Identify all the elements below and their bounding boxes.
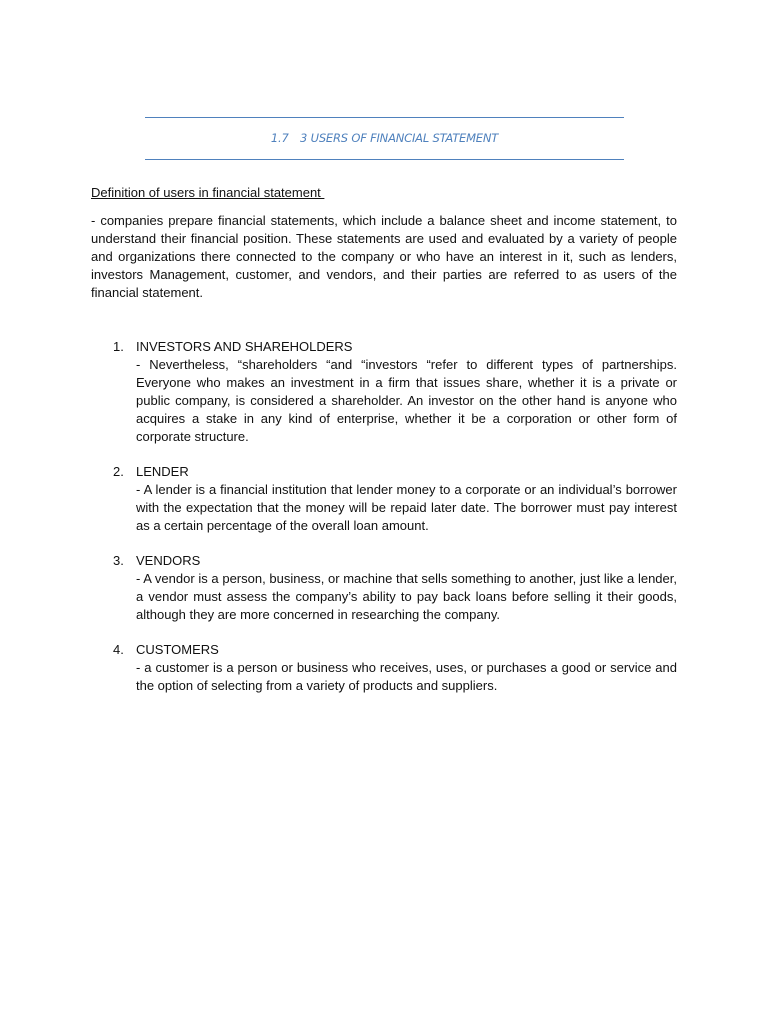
list-item [91, 338, 677, 446]
list-item-text: - A lender is a financial institution that lender money to a corporate or an individual’s borrower with the expectation that the money will be repaid later date. The borrower must pay interest as a certain percentage of the overall loan amount. [136, 482, 677, 533]
heading-bottom-rule [145, 159, 624, 160]
list-item [91, 463, 677, 535]
list-item [91, 641, 677, 695]
heading-top-rule [145, 117, 624, 118]
list-item [91, 552, 677, 624]
section-title: 3 USERS OF FINANCIAL STATEMENT [300, 131, 499, 145]
list-marker: 4. [113, 642, 124, 657]
section-number: 1.7 [270, 131, 289, 145]
list-item-title: VENDORS [136, 553, 201, 568]
list-item-title: CUSTOMERS [136, 642, 219, 657]
list-marker: 1. [113, 339, 124, 354]
list-marker: 3. [113, 553, 124, 568]
definition-title: Definition of users in financial statement [91, 185, 325, 200]
definition-paragraph: - companies prepare financial statements, which include a balance sheet and income statement, to understand their financial position. These statements are used and evaluated by a variety of people and organizations there connected to the company or who have an interest in it, such as lenders, investors Management, customer, and vendors, and their parties are referred to as users of the financial statement. [91, 213, 677, 300]
list-item-title: INVESTORS AND SHAREHOLDERS [136, 339, 353, 354]
list-item-text: - a customer is a person or business who receives, uses, or purchases a good or service and the option of selecting from a variety of products and suppliers. [136, 660, 677, 693]
list-item-title: LENDER [136, 464, 189, 479]
list-item-text: - A vendor is a person, business, or machine that sells something to another, just like a lender, a vendor must assess the company’s ability to pay back loans before selling it their goods, although they are more concerned in researching the company. [136, 571, 677, 622]
users-list [91, 338, 677, 712]
list-item-text: - Nevertheless, “shareholders “and “investors “refer to different types of partnerships. Everyone who makes an investment in a firm that issues share, whether it is a private or public company, is considered a shareholder. An investor on the other hand is anyone who acquires a stake in any kind of enterprise, whether it be a corporation or other form of corporate structure. [136, 357, 677, 444]
list-marker: 2. [113, 464, 124, 479]
section-heading [145, 131, 624, 145]
